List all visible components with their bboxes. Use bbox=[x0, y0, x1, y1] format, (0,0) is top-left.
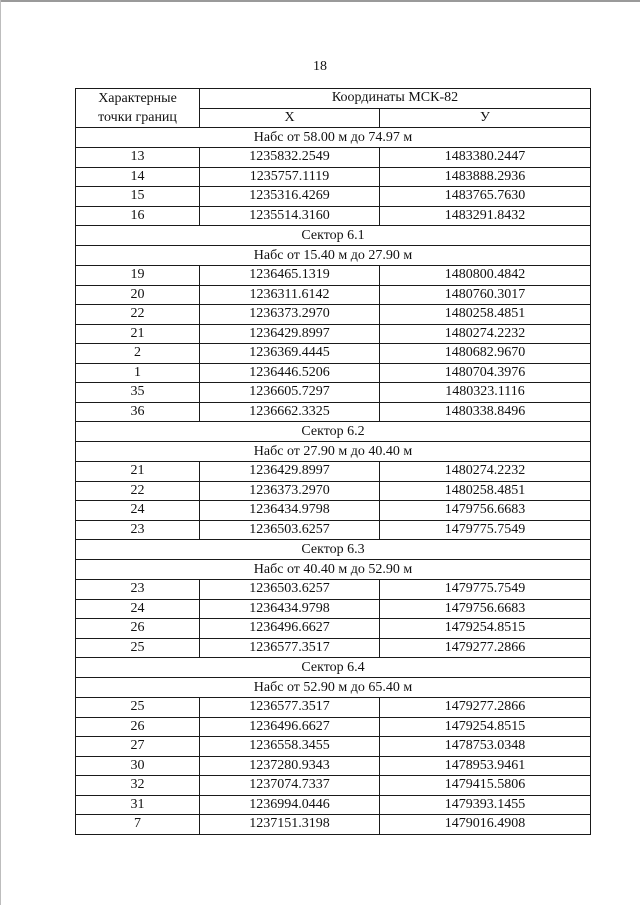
point-id-cell: 27 bbox=[76, 737, 200, 757]
point-id-cell: 32 bbox=[76, 776, 200, 796]
x-coordinate-cell: 1236994.0446 bbox=[200, 795, 380, 815]
x-coordinate-cell: 1235514.3160 bbox=[200, 206, 380, 226]
table-row bbox=[76, 619, 591, 639]
table-row bbox=[76, 383, 591, 403]
section-heading: Набс от 15.40 м до 27.90 м bbox=[76, 246, 591, 266]
point-id-cell: 26 bbox=[76, 619, 200, 639]
table-row bbox=[76, 148, 591, 168]
x-coordinate-cell: 1236373.2970 bbox=[200, 305, 380, 325]
point-id-cell: 14 bbox=[76, 167, 200, 187]
x-coordinate-cell: 1235832.2549 bbox=[200, 148, 380, 168]
table-row bbox=[76, 599, 591, 619]
section-heading: Сектор 6.1 bbox=[76, 226, 591, 246]
section-heading: Набс от 52.90 м до 65.40 м bbox=[76, 678, 591, 698]
y-coordinate-cell: 1483380.2447 bbox=[380, 148, 591, 168]
x-coordinate-cell: 1236577.3517 bbox=[200, 638, 380, 658]
point-id-cell: 20 bbox=[76, 285, 200, 305]
y-coordinate-cell: 1480274.2232 bbox=[380, 462, 591, 482]
section-heading-row bbox=[76, 560, 591, 580]
x-coordinate-cell: 1236311.6142 bbox=[200, 285, 380, 305]
header-points-cell bbox=[76, 89, 200, 128]
header-y-cell: У bbox=[380, 108, 591, 128]
x-coordinate-cell: 1236429.8997 bbox=[200, 462, 380, 482]
table-row bbox=[76, 580, 591, 600]
table-row bbox=[76, 756, 591, 776]
y-coordinate-cell: 1478753.0348 bbox=[380, 737, 591, 757]
header-coords-cell: Координаты МСК-82 bbox=[200, 89, 591, 109]
section-heading: Сектор 6.2 bbox=[76, 422, 591, 442]
section-heading: Набс от 40.40 м до 52.90 м bbox=[76, 560, 591, 580]
x-coordinate-cell: 1235316.4269 bbox=[200, 187, 380, 207]
y-coordinate-cell: 1479254.8515 bbox=[380, 717, 591, 737]
x-coordinate-cell: 1236434.9798 bbox=[200, 501, 380, 521]
table-row bbox=[76, 402, 591, 422]
x-coordinate-cell: 1236577.3517 bbox=[200, 698, 380, 718]
table-row bbox=[76, 638, 591, 658]
table-row bbox=[76, 206, 591, 226]
point-id-cell: 23 bbox=[76, 580, 200, 600]
table-row bbox=[76, 363, 591, 383]
table-row bbox=[76, 501, 591, 521]
y-coordinate-cell: 1483291.8432 bbox=[380, 206, 591, 226]
y-coordinate-cell: 1480274.2232 bbox=[380, 324, 591, 344]
y-coordinate-cell: 1479277.2866 bbox=[380, 638, 591, 658]
table-row bbox=[76, 717, 591, 737]
x-coordinate-cell: 1236369.4445 bbox=[200, 344, 380, 364]
x-coordinate-cell: 1236373.2970 bbox=[200, 481, 380, 501]
x-coordinate-cell: 1236429.8997 bbox=[200, 324, 380, 344]
section-heading-row bbox=[76, 422, 591, 442]
section-heading: Набс от 58.00 м до 74.97 м bbox=[76, 128, 591, 148]
x-coordinate-cell: 1236434.9798 bbox=[200, 599, 380, 619]
y-coordinate-cell: 1479775.7549 bbox=[380, 520, 591, 540]
section-heading-row bbox=[76, 678, 591, 698]
x-coordinate-cell: 1236662.3325 bbox=[200, 402, 380, 422]
point-id-cell: 24 bbox=[76, 599, 200, 619]
y-coordinate-cell: 1479016.4908 bbox=[380, 815, 591, 835]
x-coordinate-cell: 1237280.9343 bbox=[200, 756, 380, 776]
table-row bbox=[76, 815, 591, 835]
x-coordinate-cell: 1236605.7297 bbox=[200, 383, 380, 403]
x-coordinate-cell: 1237151.3198 bbox=[200, 815, 380, 835]
table-row bbox=[76, 795, 591, 815]
table-row bbox=[76, 481, 591, 501]
x-coordinate-cell: 1236503.6257 bbox=[200, 580, 380, 600]
point-id-cell: 1 bbox=[76, 363, 200, 383]
x-coordinate-cell: 1236503.6257 bbox=[200, 520, 380, 540]
table-row bbox=[76, 324, 591, 344]
point-id-cell: 7 bbox=[76, 815, 200, 835]
table-row bbox=[76, 462, 591, 482]
section-heading-row bbox=[76, 226, 591, 246]
x-coordinate-cell: 1236446.5206 bbox=[200, 363, 380, 383]
x-coordinate-cell: 1235757.1119 bbox=[200, 167, 380, 187]
y-coordinate-cell: 1483765.7630 bbox=[380, 187, 591, 207]
section-heading-row bbox=[76, 442, 591, 462]
y-coordinate-cell: 1480760.3017 bbox=[380, 285, 591, 305]
scan-edge-left bbox=[0, 0, 1, 905]
y-coordinate-cell: 1480800.4842 bbox=[380, 266, 591, 286]
section-heading: Набс от 27.90 м до 40.40 м bbox=[76, 442, 591, 462]
point-id-cell: 21 bbox=[76, 324, 200, 344]
x-coordinate-cell: 1236558.3455 bbox=[200, 737, 380, 757]
section-heading: Сектор 6.4 bbox=[76, 658, 591, 678]
section-heading-row bbox=[76, 658, 591, 678]
y-coordinate-cell: 1480258.4851 bbox=[380, 481, 591, 501]
y-coordinate-cell: 1480338.8496 bbox=[380, 402, 591, 422]
point-id-cell: 30 bbox=[76, 756, 200, 776]
point-id-cell: 16 bbox=[76, 206, 200, 226]
y-coordinate-cell: 1479254.8515 bbox=[380, 619, 591, 639]
point-id-cell: 22 bbox=[76, 305, 200, 325]
y-coordinate-cell: 1479756.6683 bbox=[380, 501, 591, 521]
table-row bbox=[76, 698, 591, 718]
x-coordinate-cell: 1236496.6627 bbox=[200, 717, 380, 737]
point-id-cell: 15 bbox=[76, 187, 200, 207]
y-coordinate-cell: 1479277.2866 bbox=[380, 698, 591, 718]
table-row bbox=[76, 266, 591, 286]
point-id-cell: 25 bbox=[76, 698, 200, 718]
table-row bbox=[76, 344, 591, 364]
y-coordinate-cell: 1478953.9461 bbox=[380, 756, 591, 776]
y-coordinate-cell: 1479393.1455 bbox=[380, 795, 591, 815]
coordinates-table-body bbox=[76, 89, 591, 835]
section-heading: Сектор 6.3 bbox=[76, 540, 591, 560]
point-id-cell: 36 bbox=[76, 402, 200, 422]
section-heading-row bbox=[76, 540, 591, 560]
table-row bbox=[76, 520, 591, 540]
y-coordinate-cell: 1479756.6683 bbox=[380, 599, 591, 619]
point-id-cell: 13 bbox=[76, 148, 200, 168]
y-coordinate-cell: 1480258.4851 bbox=[380, 305, 591, 325]
section-heading-row bbox=[76, 128, 591, 148]
header-x-cell: X bbox=[200, 108, 380, 128]
point-id-cell: 26 bbox=[76, 717, 200, 737]
x-coordinate-cell: 1236465.1319 bbox=[200, 266, 380, 286]
y-coordinate-cell: 1479415.5806 bbox=[380, 776, 591, 796]
point-id-cell: 19 bbox=[76, 266, 200, 286]
table-row bbox=[76, 305, 591, 325]
point-id-cell: 35 bbox=[76, 383, 200, 403]
y-coordinate-cell: 1483888.2936 bbox=[380, 167, 591, 187]
point-id-cell: 24 bbox=[76, 501, 200, 521]
header-points-line2: точки границ bbox=[98, 110, 177, 125]
scan-edge-top bbox=[0, 0, 640, 2]
y-coordinate-cell: 1480682.9670 bbox=[380, 344, 591, 364]
header-row bbox=[76, 89, 591, 109]
table-row bbox=[76, 167, 591, 187]
table-row bbox=[76, 776, 591, 796]
table-row bbox=[76, 737, 591, 757]
header-points-line1: Характерные bbox=[98, 91, 177, 106]
coordinates-table bbox=[75, 88, 591, 835]
point-id-cell: 21 bbox=[76, 462, 200, 482]
x-coordinate-cell: 1237074.7337 bbox=[200, 776, 380, 796]
table-row bbox=[76, 285, 591, 305]
point-id-cell: 23 bbox=[76, 520, 200, 540]
section-heading-row bbox=[76, 246, 591, 266]
point-id-cell: 25 bbox=[76, 638, 200, 658]
point-id-cell: 2 bbox=[76, 344, 200, 364]
y-coordinate-cell: 1480323.1116 bbox=[380, 383, 591, 403]
x-coordinate-cell: 1236496.6627 bbox=[200, 619, 380, 639]
table-row bbox=[76, 187, 591, 207]
point-id-cell: 31 bbox=[76, 795, 200, 815]
y-coordinate-cell: 1480704.3976 bbox=[380, 363, 591, 383]
point-id-cell: 22 bbox=[76, 481, 200, 501]
y-coordinate-cell: 1479775.7549 bbox=[380, 580, 591, 600]
page-number: 18 bbox=[313, 59, 327, 74]
